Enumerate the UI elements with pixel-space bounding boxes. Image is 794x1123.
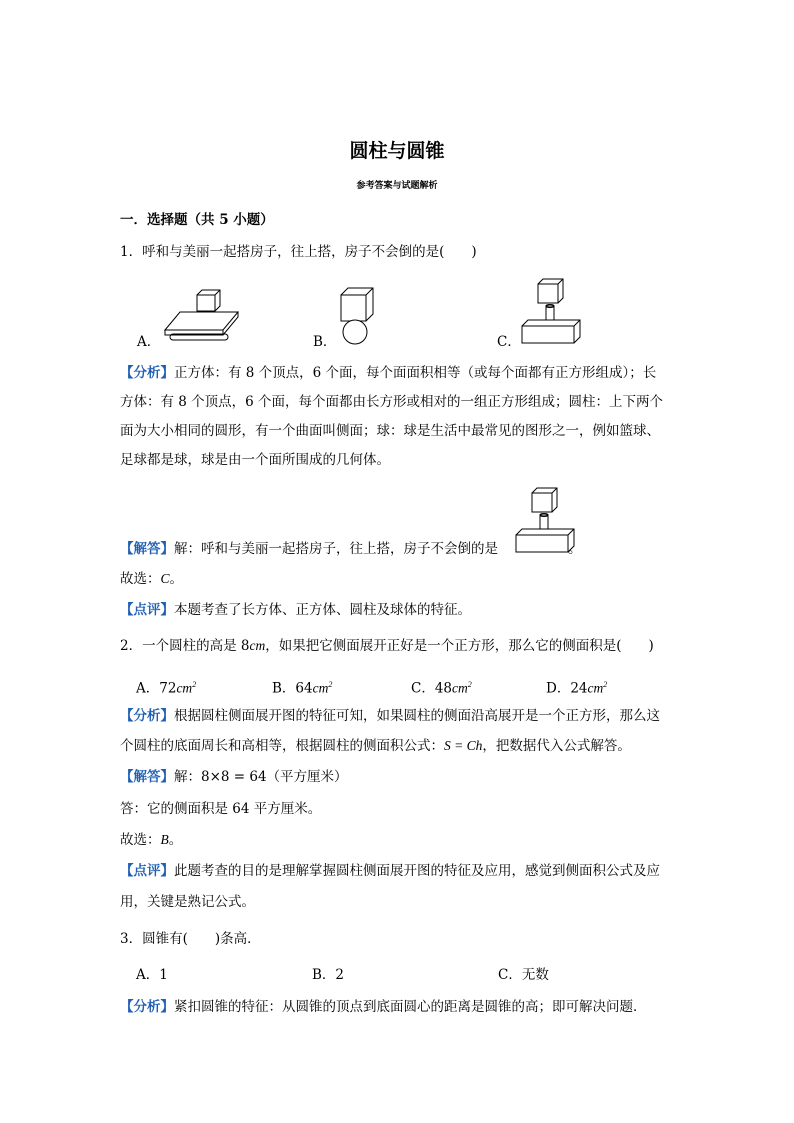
q1-stem: 1．呼和与美丽一起搭房子，往上搭，房子不会倒的是( ) — [120, 244, 477, 260]
page-title: 圆柱与圆锥 — [349, 140, 445, 162]
formula: S = Ch — [444, 738, 483, 753]
q2-comment-line-1: 【点评】此题考查的目的是理解掌握圆柱侧面展开图的特征及应用，感觉到侧面积公式及应 — [120, 863, 660, 879]
comment-tag: 【点评】 — [120, 602, 174, 618]
q1-analysis-line-4: 足球都是球，球是由一个面所围成的几何体。 — [120, 452, 390, 468]
q1-analysis-line-2: 方体：有 8 个顶点，6 个面，每个面都由长方形或相对的一组正方形组成；圆柱：上下两个 — [120, 394, 664, 410]
q1-option-a: A． — [137, 334, 161, 350]
q2-option-b: B．$64cm^2$ — [272, 680, 333, 697]
q1-option-a-figure — [160, 290, 240, 340]
q2-reply: 答：它的侧面积是 64 平方厘米。 — [120, 801, 322, 817]
q2-analysis-line-2: 个圆柱的底面周长和高相等，根据圆柱的侧面积公式：S = Ch，把数据代入公式解答。 — [120, 738, 631, 754]
q3-analysis-line-1: 【分析】紧扣圆锥的特征：从圆锥的顶点到底面圆心的距离是圆锥的高；即可解决问题． — [120, 999, 647, 1015]
q1-option-c-figure — [518, 278, 580, 344]
q1-analysis-line-3: 面为大小相同的圆形，有一个曲面叫侧面；球：球是生活中最常见的图形之一，例如篮球、 — [120, 423, 660, 439]
answer-tag: 【解答】 — [120, 769, 174, 785]
q1-choice: 故选：C。 — [120, 571, 184, 587]
analysis-tag: 【分析】 — [120, 365, 174, 381]
analysis-tag: 【分析】 — [120, 708, 174, 724]
q2-option-a: A．$72cm^2$ — [136, 680, 197, 697]
analysis-tag: 【分析】 — [120, 999, 174, 1015]
answer-tag: 【解答】 — [120, 541, 174, 557]
q2-option-c: C．$48cm^2$ — [411, 680, 472, 697]
section-heading: 一．选择题（共 5 小题） — [120, 212, 274, 228]
q2-stem: 2．一个圆柱的高是 8cm，如果把它侧面展开正好是一个正方形，那么它的侧面积是( ) — [120, 638, 654, 654]
q3-option-c: C．无数 — [498, 967, 549, 983]
q3-stem: 3．圆锥有( )条高． — [120, 931, 261, 947]
q2-option-d: D．$24cm^2$ — [546, 680, 608, 697]
q2-answer: 【解答】解：8×8 = 64（平方厘米） — [120, 769, 348, 785]
q1-option-c: C． — [497, 334, 521, 350]
q1-comment: 【点评】本题考查了长方体、正方体、圆柱及球体的特征。 — [120, 602, 471, 618]
q1-answer-figure — [512, 487, 574, 553]
page-subtitle: 参考答案与试题解析 — [356, 181, 438, 191]
q2-choice: 故选：B。 — [120, 832, 183, 848]
q3-option-a: A．1 — [136, 967, 168, 983]
q1-answer-end: 。 — [568, 541, 582, 557]
q1-answer: 【解答】解：呼和与美丽一起搭房子，往上搭，房子不会倒的是 — [120, 541, 498, 557]
q1-option-b-figure — [338, 287, 378, 345]
q1-analysis-line-1: 【分析】正方体：有 8 个顶点，6 个面，每个面面积相等（或每个面都有正方形组成）；长 — [120, 365, 657, 381]
q2-comment-line-2: 用，关键是熟记公式。 — [120, 894, 255, 910]
q3-option-b: B．2 — [312, 967, 345, 983]
q2-analysis-line-1: 【分析】根据圆柱侧面展开图的特征可知，如果圆柱的侧面沿高展开是一个正方形，那么这 — [120, 708, 660, 724]
comment-tag: 【点评】 — [120, 863, 174, 879]
q1-option-b: B． — [313, 334, 337, 350]
